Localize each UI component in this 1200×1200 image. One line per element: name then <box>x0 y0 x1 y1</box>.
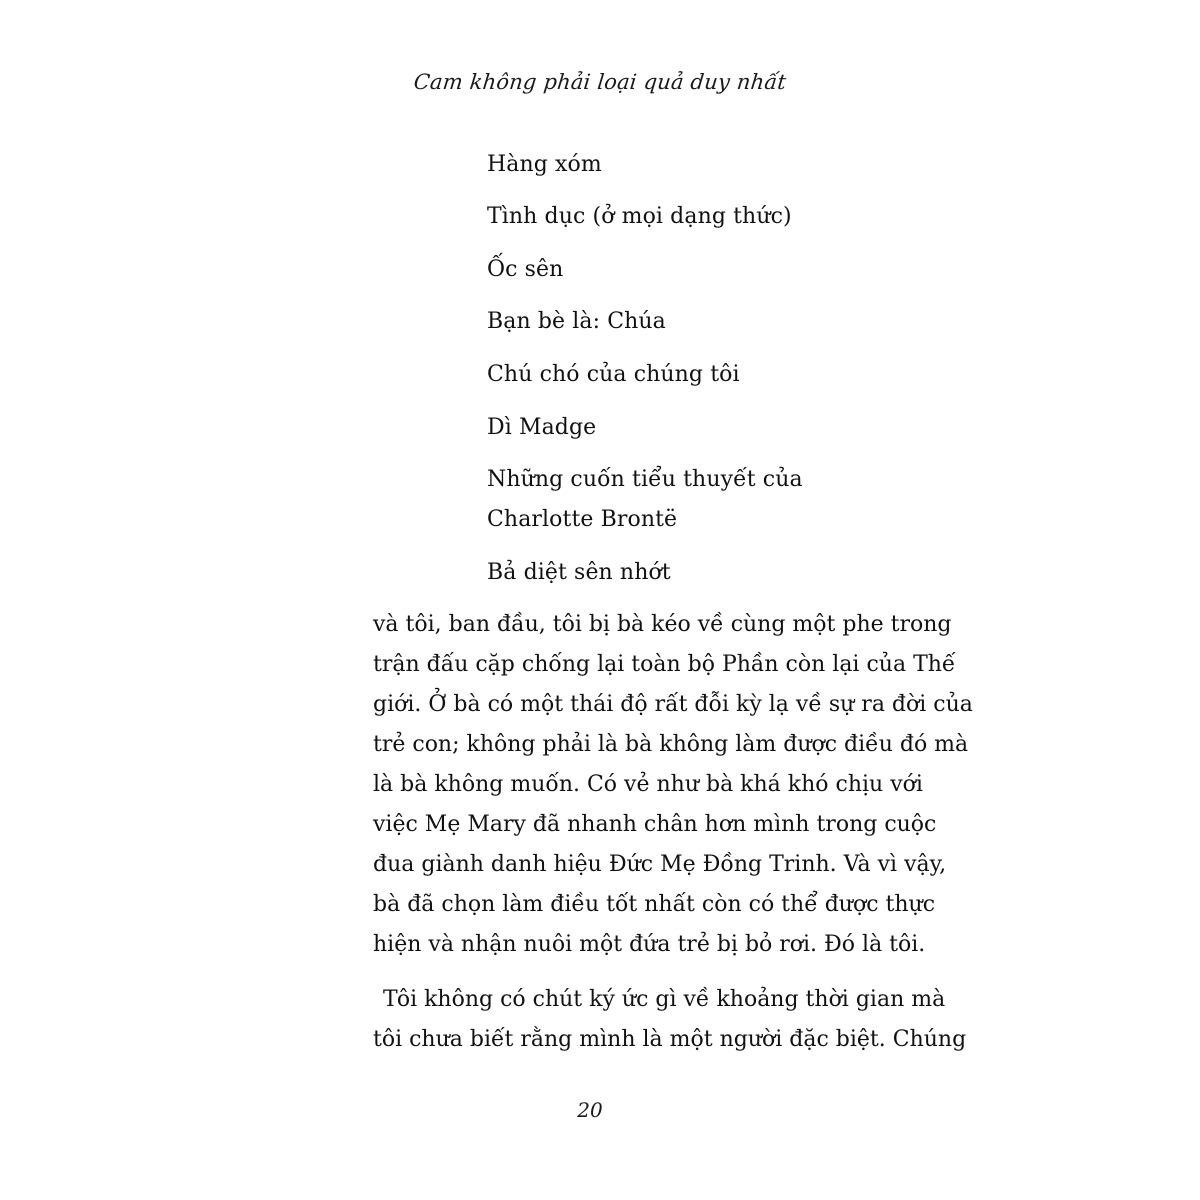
list-item-line: Charlotte Brontë <box>487 507 678 532</box>
list-item-line: Chú chó của chúng tôi <box>487 362 740 387</box>
list-item <box>487 408 596 448</box>
running-header-title: Cam không phải loại quả duy nhất <box>412 70 788 94</box>
list-item <box>487 302 666 342</box>
list-item-line: Ốc sên <box>487 257 564 282</box>
text-line: việc Mẹ Mary đã nhanh chân hơn mình trong cuộc <box>373 812 937 837</box>
text-line: hiện và nhận nuôi một đứa trẻ bị bỏ rơi. Đó là tôi. <box>373 932 926 957</box>
list-item <box>487 145 602 185</box>
text-line: Tôi không có chút ký ức gì về khoảng thời gian mà <box>383 987 946 1012</box>
list-item-line: Hàng xóm <box>487 152 602 177</box>
text-line: đua giành danh hiệu Đức Mẹ Đồng Trinh. Và vì vậy, <box>373 852 947 877</box>
text-line: trẻ con; không phải là bà không làm được điều đó mà <box>373 732 969 757</box>
text-line: bà đã chọn làm điều tốt nhất còn có thể được thực <box>373 892 936 917</box>
list-item-line: Bả diệt sên nhớt <box>487 560 671 585</box>
text-line: và tôi, ban đầu, tôi bị bà kéo về cùng một phe trong <box>373 612 952 637</box>
list-item-line: Những cuốn tiểu thuyết của <box>487 467 803 492</box>
list-item <box>487 197 792 237</box>
list-item <box>487 250 563 290</box>
list-item-line: Tình dục (ở mọi dạng thức) <box>487 204 792 229</box>
text-line: giới. Ở bà có một thái độ rất đỗi kỳ lạ về sự ra đời của <box>373 692 973 717</box>
body-paragraph <box>373 980 967 1060</box>
list-item-line: Bạn bè là: Chúa <box>487 309 666 334</box>
list-item <box>487 553 671 593</box>
list-item <box>487 460 803 540</box>
body-paragraph <box>373 605 973 965</box>
list-item <box>487 355 740 395</box>
text-line: trận đấu cặp chống lại toàn bộ Phần còn lại của Thế <box>373 652 956 677</box>
list-item-line: Dì Madge <box>487 415 597 440</box>
page-number: 20 <box>577 1098 603 1122</box>
text-line: tôi chưa biết rằng mình là một người đặc biệt. Chúng <box>373 1027 967 1052</box>
text-line: là bà không muốn. Có vẻ như bà khá khó chịu với <box>373 772 923 797</box>
